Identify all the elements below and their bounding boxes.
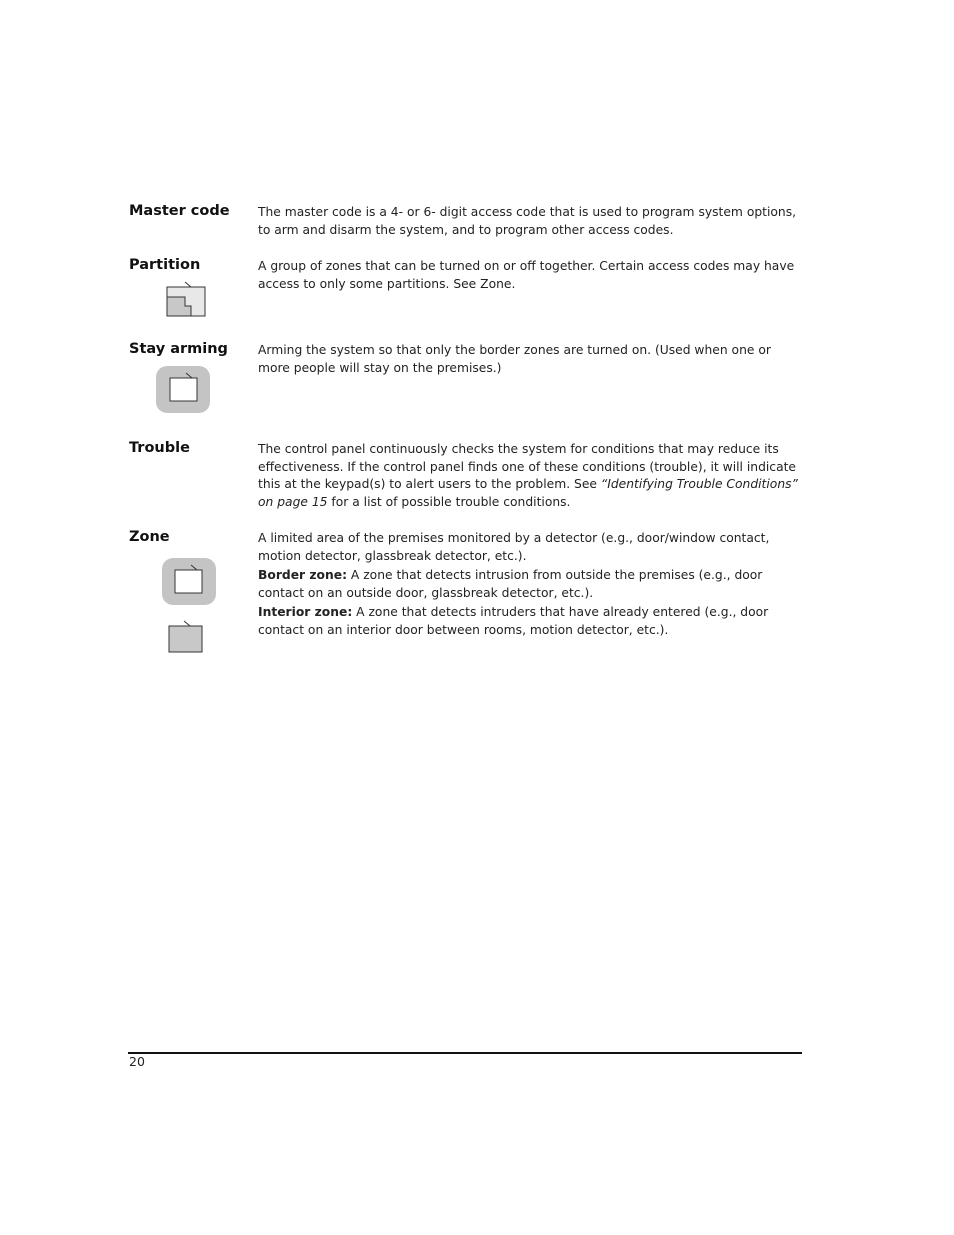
definition-text-end: for a list of possible trouble conditions. (327, 494, 571, 509)
term-trouble: Trouble (129, 440, 190, 456)
partition-icon (164, 280, 208, 320)
definition-stay-arming (258, 342, 806, 377)
term-stay-arming: Stay arming (129, 341, 228, 357)
term-master-code: Master code (129, 203, 230, 219)
interior-zone-text: A zone that detects intruders that have already entered (e.g., door contact on an interior door between rooms, motion detector, etc.). (258, 605, 769, 637)
definition-text: A group of zones that can be turned on or off together. Certain access codes may have access to only some partitions. See Zone. (258, 259, 795, 291)
footer-rule (128, 1052, 802, 1054)
border-zone-icon (161, 557, 217, 607)
border-zone-label: Border zone: (258, 568, 347, 582)
interior-zone-definition (258, 604, 806, 639)
interior-zone-icon (166, 619, 206, 655)
page-reference: “Identifying Trouble Conditions” on page 15 (258, 477, 798, 509)
definition-text: Arming the system so that only the border zones are turned on. (Used when one or more people will stay on the premises.) (258, 343, 771, 375)
definition-master-code (258, 204, 806, 239)
definition-text (258, 441, 806, 511)
term-zone: Zone (129, 529, 170, 545)
definition-partition (258, 258, 806, 293)
definition-trouble (258, 441, 806, 511)
definition-text: A limited area of the premises monitored by a detector (e.g., door/window contact, motion detector, glassbreak detector, etc.). (258, 531, 770, 563)
definition-text-start: The control panel continuously checks the system for conditions that may reduce its effectiveness. If the control panel finds one of these conditions (trouble), it will indicate this at the keypad(s) to alert users to the problem. See (258, 442, 796, 491)
interior-zone-label: Interior zone: (258, 605, 353, 619)
border-zone-text: A zone that detects intrusion from outside the premises (e.g., door contact on an outside door, glassbreak detector, etc.). (258, 568, 763, 600)
definition-text: The master code is a 4- or 6- digit access code that is used to program system options, to arm and disarm the system, and to program other access codes. (258, 205, 797, 237)
term-partition: Partition (129, 257, 201, 273)
page-number: 20 (129, 1054, 145, 1069)
stay-arming-icon (155, 365, 211, 415)
border-zone-definition (258, 567, 806, 602)
definition-zone (258, 530, 806, 639)
